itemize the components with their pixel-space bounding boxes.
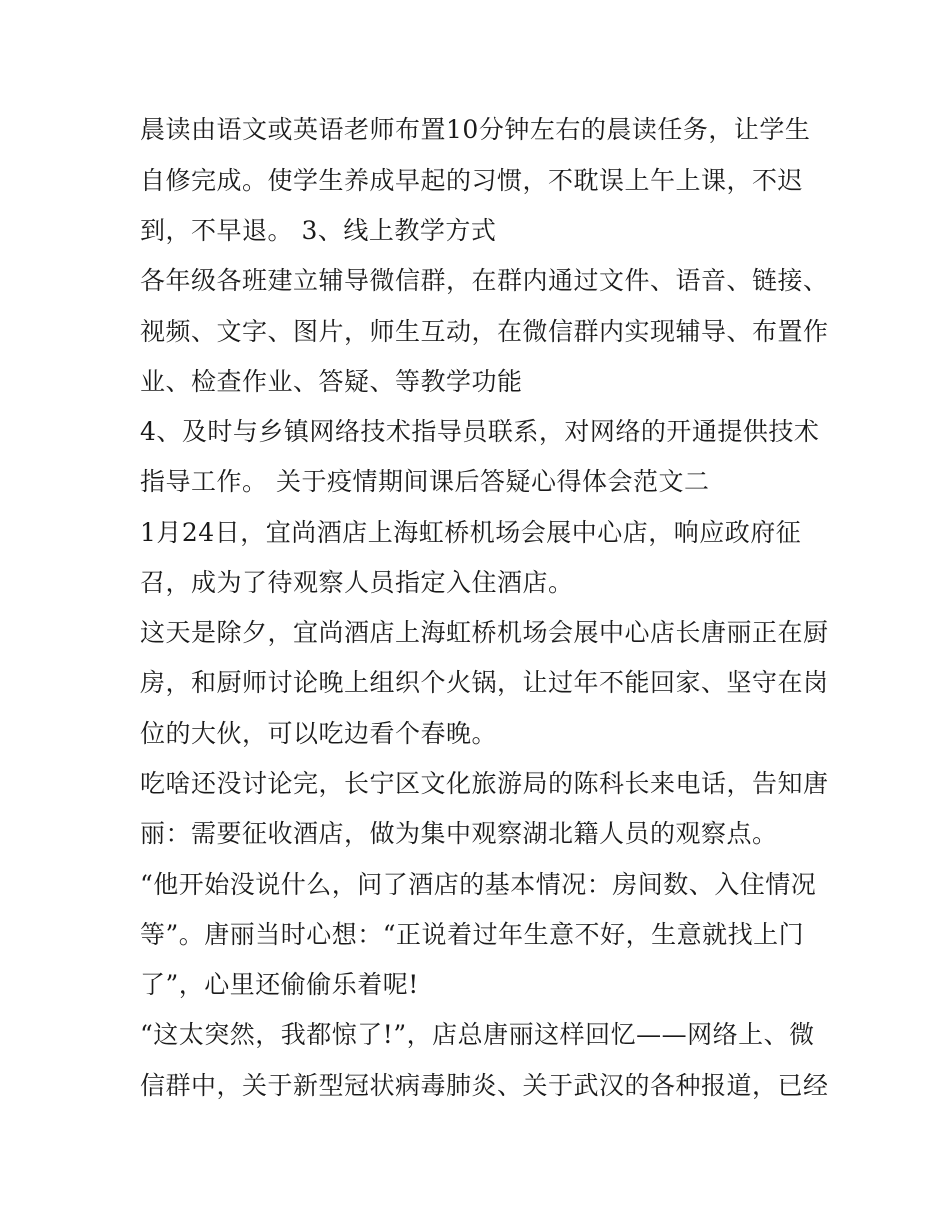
text-line: 丽：需要征收酒店，做为集中观察湖北籍人员的观察点。 xyxy=(140,819,778,848)
text-line: 视频、文字、图片，师生互动，在微信群内实现辅导、布置作 xyxy=(140,317,829,346)
text-line: 这天是除夕，宜尚酒店上海虹桥机场会展中心店长唐丽正在厨 xyxy=(140,618,829,647)
text-line: 指导工作。 关于疫情期间课后答疑心得体会范文二 xyxy=(140,467,710,496)
text-line: 到，不早退。 3、线上教学方式 xyxy=(140,216,497,245)
text-line: 自修完成。使学生养成早起的习惯，不耽误上午上课，不迟 xyxy=(140,166,804,195)
text-line: 1月24日，宜尚酒店上海虹桥机场会展中心店，响应政府征 xyxy=(140,518,802,547)
text-line: 各年级各班建立辅导微信群，在群内通过文件、语音、链接、 xyxy=(140,266,829,295)
text-line: 等”。唐丽当时心想：“正说着过年生意不好，生意就找上门 xyxy=(140,920,805,949)
text-line: 晨读由语文或英语老师布置10分钟左右的晨读任务，让学生 xyxy=(140,115,811,144)
text-line: 位的大伙，可以吃边看个春晚。 xyxy=(140,719,498,748)
text-line: 4、及时与乡镇网络技术指导员联系，对网络的开通提供技术 xyxy=(140,417,820,446)
text-line: “这太突然，我都惊了!”，店总唐丽这样回忆——网络上、微 xyxy=(140,1020,815,1049)
text-line: 吃啥还没讨论完，长宁区文化旅游局的陈科长来电话，告知唐 xyxy=(140,769,829,798)
text-line: 了”，心里还偷偷乐着呢! xyxy=(140,970,419,999)
text-line: 业、检查作业、答疑、等教学功能 xyxy=(140,367,523,396)
text-line: 召，成为了待观察人员指定入住酒店。 xyxy=(140,568,574,597)
text-line: “他开始没说什么，问了酒店的基本情况：房间数、入住情况 xyxy=(140,870,817,899)
text-line: 房，和厨师讨论晚上组织个火锅，让过年不能回家、坚守在岗 xyxy=(140,668,829,697)
text-line: 信群中，关于新型冠状病毒肺炎、关于武汉的各种报道，已经 xyxy=(140,1071,829,1100)
